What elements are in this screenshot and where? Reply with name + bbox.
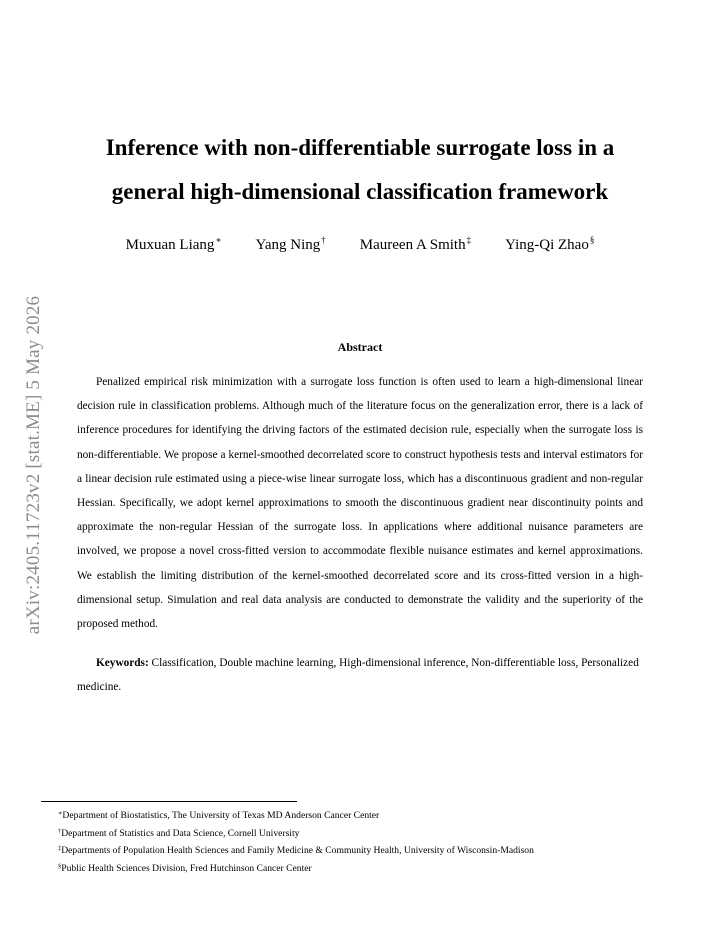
footnote [58, 806, 708, 824]
author-list [40, 235, 680, 254]
footnote-text: Department of Statistics and Data Science, Cornell University [61, 827, 300, 839]
footnote [58, 859, 708, 877]
title-line-1: Inference with non-differentiable surrogate loss in a [105, 135, 615, 160]
footnote-mark: † [58, 827, 62, 835]
footnote-text: Departments of Population Health Sciences and Family Medicine & Community Health, University of Wisconsin-Madison [61, 845, 534, 857]
author-mark: ∗ [215, 235, 222, 245]
author-name: Maureen A Smith [359, 237, 466, 253]
footnote-mark: § [58, 863, 62, 871]
abstract-heading: Abstract [337, 340, 383, 354]
footnote-mark: ‡ [58, 845, 62, 853]
footnote-text: Department of Biostatistics, The University of Texas MD Anderson Cancer Center [62, 810, 380, 821]
author [360, 235, 471, 254]
keywords [77, 651, 657, 699]
abstract-body: Penalized empirical risk minimization with a surrogate loss function is often used to learn a high-dimensional linear decision rule in classification problems. Although much of the literature focus on the generalization error, there is a lack of inference procedures for identifying the driving factors of the estimated decision rule, especially when the surrogate loss is non-differentiable. We propose a kernel-smoothed decorrelated score to construct hypothesis tests and interval estimators for a linear decision rule estimated using a piece-wise linear surrogate loss, which has a discontinuous gradient and non-regular Hessian. Specifically, we adopt kernel approximations to smooth the discontinuous gradient near discontinuity points and approximate the non-regular Hessian of the surrogate loss. In applications where additional nuisance parameters are involved, we propose a novel cross-fitted version to accommodate flexible nuisance estimates and kernel approximations. We establish the limiting distribution of the kernel-smoothed decorrelated score and its cross-fitted version in a high-dimensional setup. Simulation and real data analysis are conducted to demonstrate the validity and the superiority of the proposed method. [77, 376, 643, 631]
footnote-mark: ∗ [58, 810, 63, 817]
author-mark: § [589, 235, 595, 245]
keywords-label: Keywords: [96, 657, 149, 669]
footnote [58, 841, 708, 859]
author [126, 235, 222, 254]
author [505, 235, 594, 254]
footnote [58, 824, 708, 842]
author-name: Ying-Qi Zhao [505, 237, 589, 253]
title-line-2: general high-dimensional classification framework [111, 179, 609, 204]
author [256, 235, 326, 254]
arxiv-identifier: arXiv:2405.11723v2 [stat.ME] 5 May 2026 [23, 295, 44, 635]
author-name: Muxuan Liang [125, 237, 215, 253]
footnote-text: Public Health Sciences Division, Fred Hutchinson Cancer Center [61, 863, 312, 875]
author-mark: ‡ [466, 235, 472, 245]
author-mark: † [321, 235, 326, 245]
author-name: Yang Ning [255, 237, 321, 253]
footnotes [58, 806, 708, 877]
paper-title [40, 126, 680, 214]
footnote-rule [41, 801, 297, 802]
keywords-text: Classification, Double machine learning, High-dimensional inference, Non-differentiable loss, Personalized medicine. [77, 657, 639, 693]
